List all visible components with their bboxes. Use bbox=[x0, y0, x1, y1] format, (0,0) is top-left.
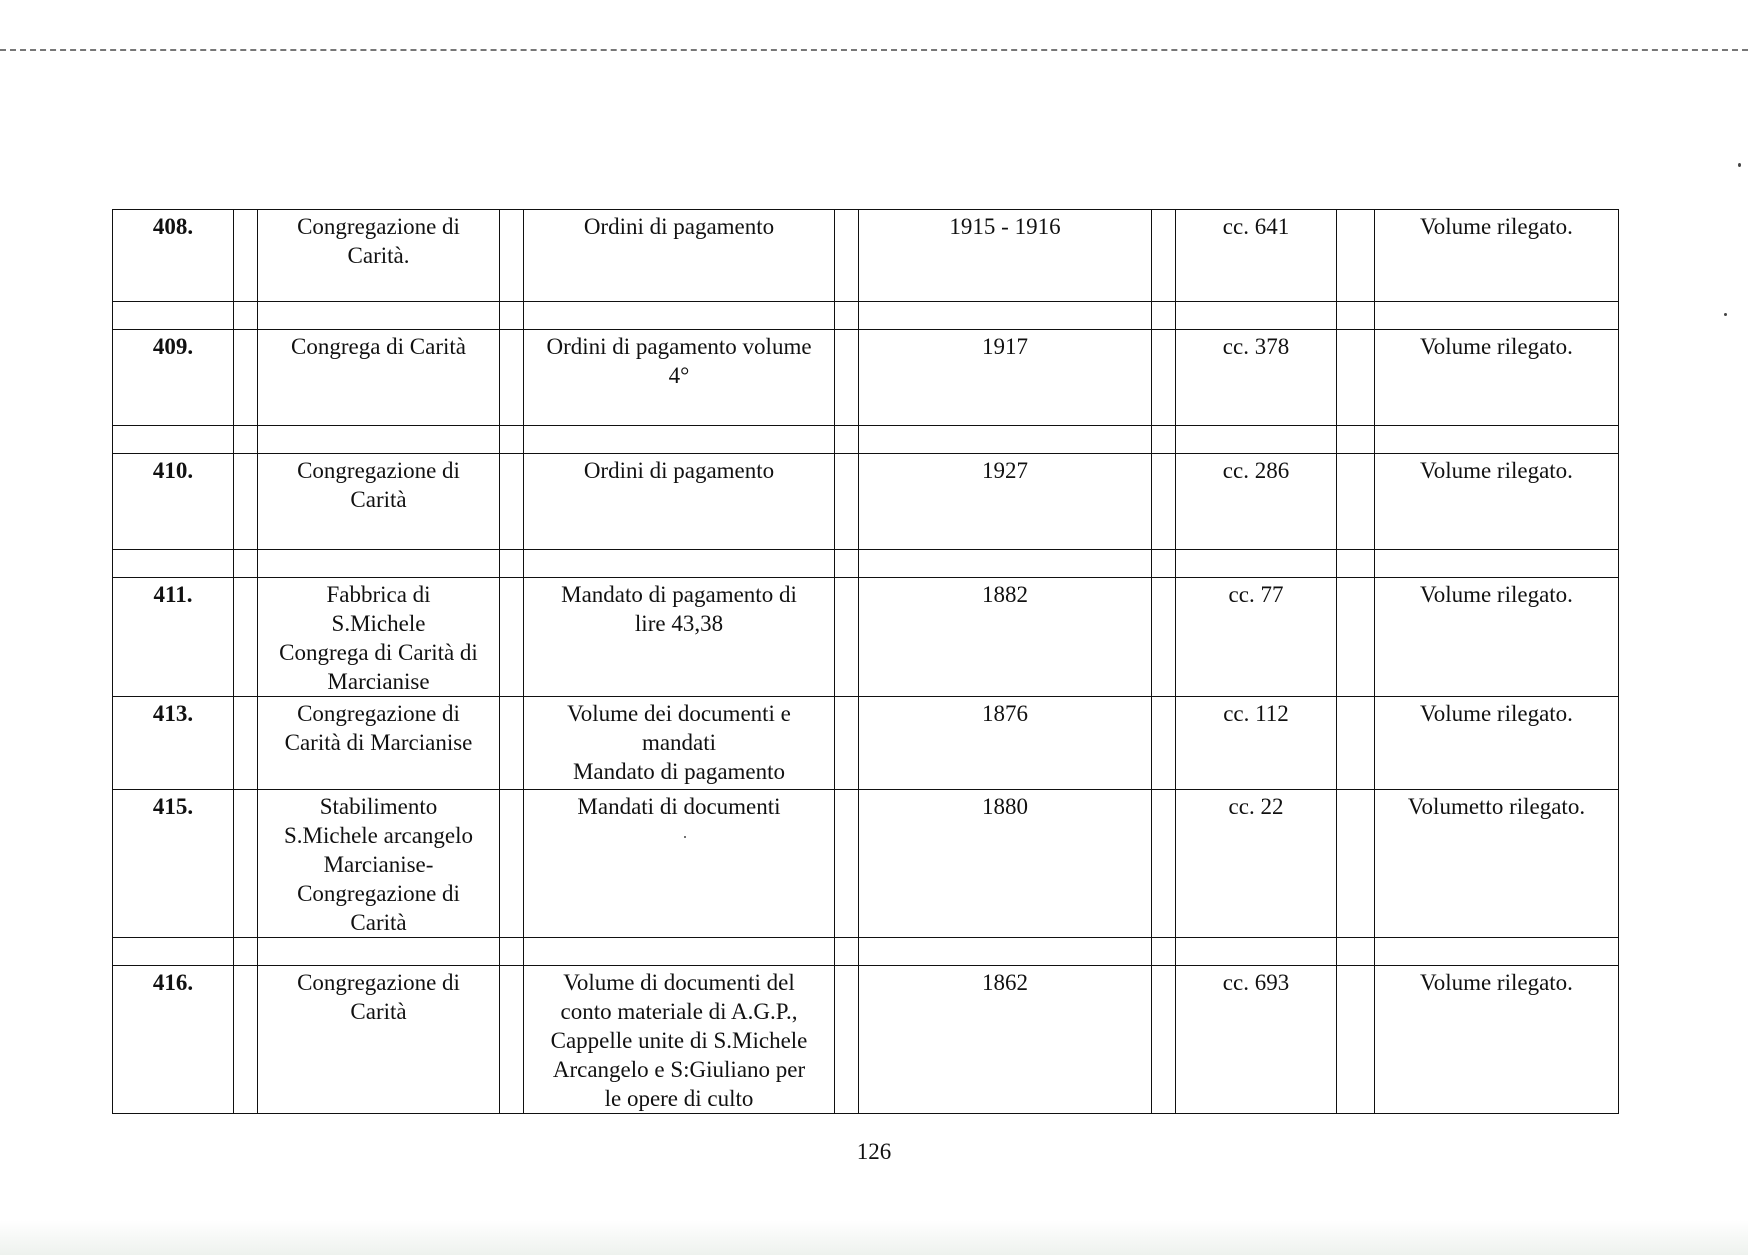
spacer-cell bbox=[500, 550, 524, 578]
cell-divider bbox=[500, 697, 524, 790]
spacer-cell bbox=[1152, 550, 1176, 578]
spacer-cell bbox=[1176, 938, 1337, 966]
spacer-cell bbox=[1337, 550, 1375, 578]
spacer-cell bbox=[258, 938, 500, 966]
cell-divider bbox=[835, 697, 859, 790]
spacer-cell bbox=[835, 302, 859, 330]
spacer-cell bbox=[835, 426, 859, 454]
spacer-cell bbox=[113, 426, 234, 454]
page-number: 126 bbox=[856, 1139, 892, 1164]
inventory-table bbox=[112, 209, 1619, 1114]
cell-sheets: cc. 22 bbox=[1176, 790, 1337, 938]
scan-speck bbox=[684, 836, 686, 838]
table-row bbox=[113, 790, 1619, 938]
spacer-cell bbox=[859, 938, 1152, 966]
cell-sheets: cc. 641 bbox=[1176, 210, 1337, 302]
cell-number: 415. bbox=[113, 790, 234, 938]
spacer-row bbox=[113, 302, 1619, 330]
cell-divider bbox=[500, 330, 524, 426]
cell-divider bbox=[1337, 454, 1375, 550]
cell-description: Ordini di pagamento bbox=[524, 210, 835, 302]
cell-years: 1882 bbox=[859, 578, 1152, 697]
spacer-cell bbox=[258, 302, 500, 330]
spacer-cell bbox=[1337, 302, 1375, 330]
cell-number: 416. bbox=[113, 966, 234, 1114]
cell-description: Volume dei documenti e mandati Mandato di pagamento bbox=[524, 697, 835, 790]
cell-description: Ordini di pagamento bbox=[524, 454, 835, 550]
cell-description: Ordini di pagamento volume 4° bbox=[524, 330, 835, 426]
cell-divider bbox=[1152, 330, 1176, 426]
spacer-cell bbox=[859, 426, 1152, 454]
spacer-cell bbox=[113, 938, 234, 966]
cell-years: 1917 bbox=[859, 330, 1152, 426]
cell-sheets: cc. 693 bbox=[1176, 966, 1337, 1114]
cell-divider bbox=[500, 454, 524, 550]
table-row bbox=[113, 210, 1619, 302]
spacer-cell bbox=[524, 550, 835, 578]
cell-divider bbox=[1337, 966, 1375, 1114]
spacer-cell bbox=[500, 426, 524, 454]
spacer-cell bbox=[524, 426, 835, 454]
cell-years: 1862 bbox=[859, 966, 1152, 1114]
cell-notes: Volume rilegato. bbox=[1375, 966, 1619, 1114]
spacer-cell bbox=[258, 550, 500, 578]
cell-number: 409. bbox=[113, 330, 234, 426]
spacer-cell bbox=[859, 550, 1152, 578]
cell-divider bbox=[234, 966, 258, 1114]
cell-divider bbox=[234, 330, 258, 426]
cell-divider bbox=[1337, 578, 1375, 697]
spacer-cell bbox=[1375, 550, 1619, 578]
spacer-cell bbox=[835, 938, 859, 966]
spacer-cell bbox=[500, 938, 524, 966]
spacer-cell bbox=[1375, 426, 1619, 454]
table-row bbox=[113, 697, 1619, 790]
cell-divider bbox=[234, 210, 258, 302]
spacer-cell bbox=[1337, 938, 1375, 966]
cell-number: 411. bbox=[113, 578, 234, 697]
spacer-cell bbox=[113, 550, 234, 578]
scan-bottom-edge bbox=[0, 1220, 1748, 1255]
cell-sheets: cc. 286 bbox=[1176, 454, 1337, 550]
spacer-cell bbox=[1152, 302, 1176, 330]
cell-years: 1927 bbox=[859, 454, 1152, 550]
spacer-cell bbox=[1152, 938, 1176, 966]
spacer-cell bbox=[1176, 302, 1337, 330]
table-row bbox=[113, 578, 1619, 697]
cell-sheets: cc. 378 bbox=[1176, 330, 1337, 426]
cell-years: 1880 bbox=[859, 790, 1152, 938]
cell-description: Mandato di pagamento di lire 43,38 bbox=[524, 578, 835, 697]
spacer-cell bbox=[1375, 302, 1619, 330]
cell-divider bbox=[1337, 697, 1375, 790]
cell-entity: Stabilimento S.Michele arcangelo Marcianise- Congregazione di Carità bbox=[258, 790, 500, 938]
cell-entity: Fabbrica di S.Michele Congrega di Carità di Marcianise bbox=[258, 578, 500, 697]
cell-divider bbox=[234, 790, 258, 938]
cell-entity: Congregazione di Carità. bbox=[258, 210, 500, 302]
cell-sheets: cc. 77 bbox=[1176, 578, 1337, 697]
spacer-cell bbox=[113, 302, 234, 330]
spacer-cell bbox=[835, 550, 859, 578]
spacer-cell bbox=[1337, 426, 1375, 454]
spacer-row bbox=[113, 550, 1619, 578]
table-row bbox=[113, 330, 1619, 426]
cell-number: 410. bbox=[113, 454, 234, 550]
cell-divider bbox=[1152, 454, 1176, 550]
cell-divider bbox=[1337, 330, 1375, 426]
cell-description: Mandati di documenti bbox=[524, 790, 835, 938]
cell-divider bbox=[835, 966, 859, 1114]
spacer-row bbox=[113, 938, 1619, 966]
cell-divider bbox=[835, 454, 859, 550]
cell-divider bbox=[500, 210, 524, 302]
cell-entity: Congregazione di Carità di Marcianise bbox=[258, 697, 500, 790]
cell-divider bbox=[234, 697, 258, 790]
spacer-cell bbox=[1176, 550, 1337, 578]
page-top-dashed-line bbox=[0, 49, 1748, 51]
spacer-cell bbox=[1176, 426, 1337, 454]
cell-years: 1915 - 1916 bbox=[859, 210, 1152, 302]
cell-sheets: cc. 112 bbox=[1176, 697, 1337, 790]
cell-divider bbox=[1152, 790, 1176, 938]
cell-divider bbox=[1337, 790, 1375, 938]
cell-notes: Volume rilegato. bbox=[1375, 454, 1619, 550]
cell-divider bbox=[500, 578, 524, 697]
cell-divider bbox=[500, 790, 524, 938]
table-row bbox=[113, 454, 1619, 550]
spacer-cell bbox=[859, 302, 1152, 330]
cell-notes: Volume rilegato. bbox=[1375, 697, 1619, 790]
spacer-cell bbox=[234, 302, 258, 330]
cell-divider bbox=[500, 966, 524, 1114]
scan-speck bbox=[1738, 163, 1741, 167]
cell-number: 413. bbox=[113, 697, 234, 790]
cell-entity: Congregazione di Carità bbox=[258, 966, 500, 1114]
cell-number: 408. bbox=[113, 210, 234, 302]
spacer-cell bbox=[500, 302, 524, 330]
spacer-cell bbox=[234, 550, 258, 578]
cell-years: 1876 bbox=[859, 697, 1152, 790]
cell-divider bbox=[835, 330, 859, 426]
cell-entity: Congrega di Carità bbox=[258, 330, 500, 426]
cell-divider bbox=[1152, 578, 1176, 697]
cell-notes: Volume rilegato. bbox=[1375, 210, 1619, 302]
cell-divider bbox=[1152, 697, 1176, 790]
spacer-cell bbox=[234, 938, 258, 966]
cell-notes: Volume rilegato. bbox=[1375, 578, 1619, 697]
cell-divider bbox=[835, 790, 859, 938]
cell-divider bbox=[234, 454, 258, 550]
spacer-cell bbox=[258, 426, 500, 454]
spacer-cell bbox=[524, 302, 835, 330]
cell-divider bbox=[234, 578, 258, 697]
spacer-cell bbox=[1375, 938, 1619, 966]
cell-notes: Volumetto rilegato. bbox=[1375, 790, 1619, 938]
cell-divider bbox=[1337, 210, 1375, 302]
cell-divider bbox=[835, 210, 859, 302]
cell-divider bbox=[835, 578, 859, 697]
spacer-row bbox=[113, 426, 1619, 454]
cell-description: Volume di documenti del conto materiale di A.G.P., Cappelle unite di S.Michele Arcangelo e S:Giuliano per le opere di culto bbox=[524, 966, 835, 1114]
scan-speck bbox=[1724, 313, 1727, 316]
table-row bbox=[113, 966, 1619, 1114]
cell-divider bbox=[1152, 210, 1176, 302]
spacer-cell bbox=[234, 426, 258, 454]
spacer-cell bbox=[1152, 426, 1176, 454]
cell-divider bbox=[1152, 966, 1176, 1114]
inventory-table-body bbox=[113, 210, 1619, 1114]
spacer-cell bbox=[524, 938, 835, 966]
cell-notes: Volume rilegato. bbox=[1375, 330, 1619, 426]
cell-entity: Congregazione di Carità bbox=[258, 454, 500, 550]
